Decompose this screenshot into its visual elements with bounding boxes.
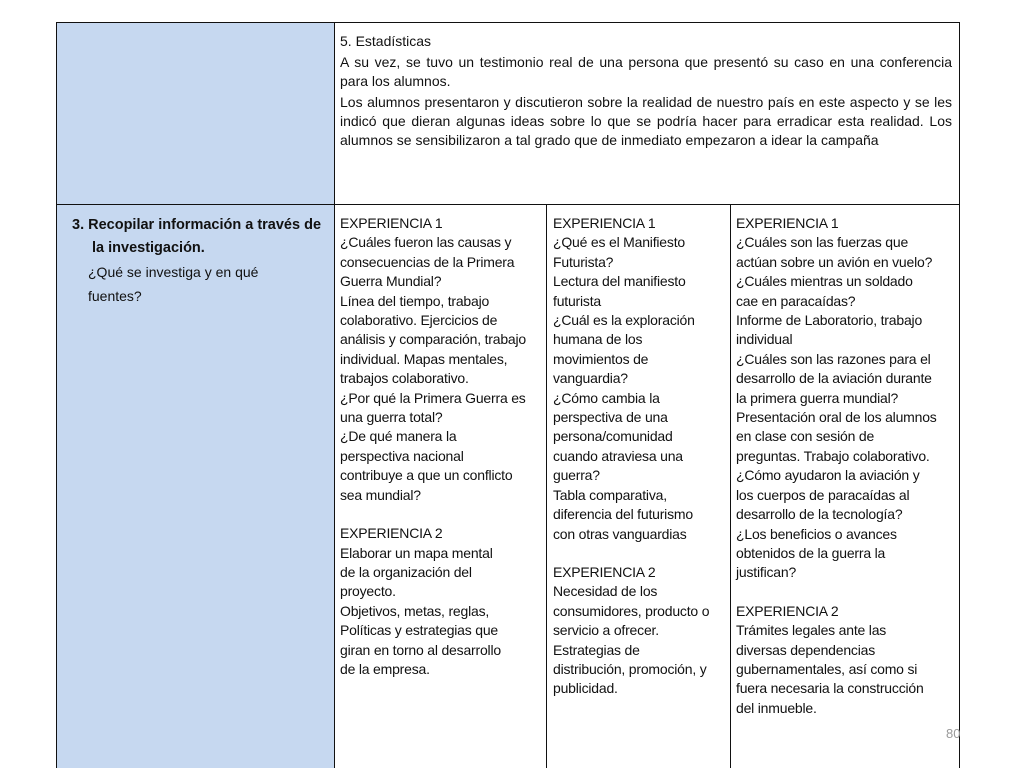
experience-heading: EXPERIENCIA 2 — [340, 525, 443, 542]
experience-line: ¿Cuáles son las fuerzas que — [736, 234, 909, 251]
experience-line: obtenidos de la guerra la — [736, 544, 886, 561]
experience-line: guerra? — [553, 467, 600, 484]
top-row-cell — [340, 32, 952, 152]
experience-column-1 — [340, 214, 544, 679]
spacer — [553, 544, 729, 563]
experience-line: actúan sobre un avión en vuelo? — [736, 253, 933, 270]
experience-line: Objetivos, metas, reglas, — [340, 602, 490, 619]
step-question: ¿Qué se investiga y en qué — [88, 264, 259, 280]
experience-line: servicio a ofrecer. — [553, 622, 659, 639]
experience-line: ¿De qué manera la — [340, 428, 457, 445]
experience-line: Tabla comparativa, — [553, 486, 667, 503]
experience-line: persona/comunidad — [553, 428, 673, 445]
experience-heading: EXPERIENCIA 1 — [340, 215, 443, 231]
column-divider-main — [334, 22, 335, 768]
document-table — [56, 22, 960, 768]
experience-line: ¿Cómo ayudaron la aviación y — [736, 467, 920, 484]
experience-line: cae en paracaídas? — [736, 292, 856, 309]
experience-line: individual. Mapas mentales, — [340, 350, 508, 367]
table-left-border — [56, 22, 57, 768]
experience-line: consumidores, producto o — [553, 602, 710, 619]
page-number: 80 — [946, 726, 961, 741]
paragraph: A su vez, se tuvo un testimonio real de una persona que presentó su caso en una conferencia para los alumnos. — [340, 54, 952, 89]
experience-line: humana de los — [553, 331, 643, 348]
experience-line: desarrollo de la aviación durante — [736, 370, 932, 387]
experience-line: ¿Qué es el Manifiesto — [553, 234, 685, 251]
spacer — [340, 505, 544, 524]
experience-line: vanguardia? — [553, 370, 628, 387]
experience-column-3 — [736, 214, 958, 718]
experience-line: preguntas. Trabajo colaborativo. — [736, 447, 930, 464]
experience-heading: EXPERIENCIA 1 — [736, 215, 839, 231]
paragraph: Los alumnos presentaron y discutieron sobre la realidad de nuestro país en este aspecto y se les indicó que dieran algunas ideas sobre lo que se podría hacer para erradicar esta realidad. Los alumnos se sensibilizaron a tal grado que de inmediato empezaron a idear la campaña — [340, 94, 952, 148]
experience-heading: EXPERIENCIA 1 — [553, 215, 656, 231]
experience-line: Estrategias de — [553, 641, 640, 658]
experience-line: colaborativo. Ejercicios de — [340, 312, 498, 329]
spacer — [736, 583, 958, 602]
left-column-shading — [56, 22, 334, 768]
experience-line: publicidad. — [553, 680, 618, 697]
experience-line: perspectiva nacional — [340, 447, 464, 464]
experience-line: giran en torno al desarrollo — [340, 641, 501, 658]
experience-line: ¿Por qué la Primera Guerra es — [340, 389, 526, 406]
experience-line: de la empresa. — [340, 660, 430, 677]
experience-line: la primera guerra mundial? — [736, 389, 899, 406]
experience-line: ¿Cuáles fueron las causas y — [340, 234, 512, 251]
table-right-border — [959, 22, 960, 768]
experience-line: análisis y comparación, trabajo — [340, 331, 527, 348]
row-divider — [56, 204, 960, 205]
experience-line: ¿Los beneficios o avances — [736, 525, 897, 542]
step-title: la investigación. — [92, 240, 205, 256]
experience-line: perspectiva de una — [553, 409, 668, 426]
experience-line: Presentación oral de los alumnos — [736, 409, 937, 426]
experience-line: diferencia del futurismo — [553, 506, 693, 523]
experience-line: de la organización del — [340, 563, 472, 580]
experience-heading: EXPERIENCIA 2 — [736, 602, 839, 619]
experience-line: proyecto. — [340, 583, 396, 600]
experience-line: ¿Cuál es la exploración — [553, 312, 695, 329]
experience-line: Lectura del manifiesto — [553, 273, 686, 290]
step-title: 3. Recopilar información a través de — [72, 217, 322, 233]
experience-line: en clase con sesión de — [736, 428, 875, 445]
experience-line: una guerra total? — [340, 409, 443, 426]
experience-line: Informe de Laboratorio, trabajo — [736, 312, 923, 329]
experience-line: ¿Cómo cambia la — [553, 389, 660, 406]
experience-line: del inmueble. — [736, 699, 817, 716]
experience-line: ¿Cuáles son las razones para el — [736, 350, 931, 367]
experience-line: fuera necesaria la construcción — [736, 680, 924, 697]
experience-line: movimientos de — [553, 350, 649, 367]
experience-line: justifican? — [736, 564, 797, 581]
section-heading: 5. Estadísticas — [340, 33, 432, 49]
experience-line: gubernamentales, así como si — [736, 660, 918, 677]
experience-line: Necesidad de los — [553, 583, 658, 600]
experience-line: Políticas y estrategias que — [340, 622, 499, 639]
experience-line: Elaborar un mapa mental — [340, 544, 493, 561]
experience-line: trabajos colaborativo. — [340, 370, 469, 387]
experience-line: Guerra Mundial? — [340, 273, 442, 290]
experience-line: cuando atraviesa una — [553, 447, 683, 464]
experience-line: distribución, promoción, y — [553, 660, 707, 677]
experience-line: diversas dependencias — [736, 641, 876, 658]
experience-line: con otras vanguardias — [553, 525, 687, 542]
experience-line: consecuencias de la Primera — [340, 253, 515, 270]
experience-line: desarrollo de la tecnología? — [736, 506, 903, 523]
experience-line: sea mundial? — [340, 486, 421, 503]
experience-line: Línea del tiempo, trabajo — [340, 292, 490, 309]
experience-line: ¿Cuáles mientras un soldado — [736, 273, 913, 290]
experience-heading: EXPERIENCIA 2 — [553, 563, 656, 580]
experience-line: los cuerpos de paracaídas al — [736, 486, 910, 503]
table-top-border — [56, 22, 960, 23]
column-divider-3 — [730, 204, 731, 768]
experience-line: contribuye a que un conflicto — [340, 467, 513, 484]
experience-line: Futurista? — [553, 253, 614, 270]
experience-line: Trámites legales ante las — [736, 622, 887, 639]
step-question: fuentes? — [88, 288, 142, 304]
experience-line: individual — [736, 331, 793, 348]
experience-column-2 — [553, 214, 729, 699]
left-column-cell — [72, 214, 332, 308]
experience-line: futurista — [553, 292, 601, 309]
column-divider-2 — [546, 204, 547, 768]
